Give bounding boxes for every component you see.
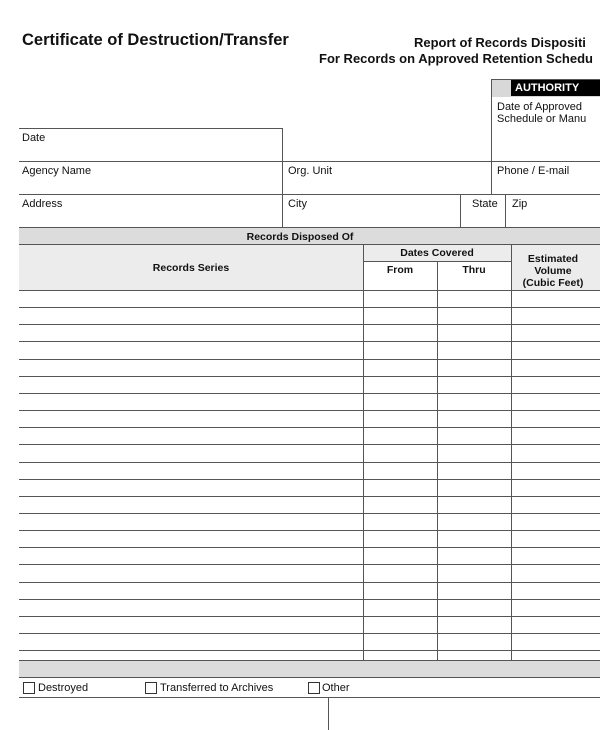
table-row-line	[19, 513, 600, 514]
bottom-band	[19, 660, 600, 677]
table-row-line	[19, 582, 600, 583]
table-row-line	[19, 479, 600, 480]
volume-header: Estimated Volume (Cubic Feet)	[522, 253, 584, 289]
agency-name-field[interactable]	[20, 178, 280, 192]
state-label: State	[472, 198, 498, 210]
table-row-line	[19, 393, 600, 394]
authority-text-line1: Date of Approved	[497, 101, 583, 113]
form-title: Certificate of Destruction/Transfer	[22, 31, 289, 49]
table-row-line	[19, 650, 600, 651]
address-field[interactable]	[20, 211, 280, 225]
org-unit-field[interactable]	[285, 178, 489, 192]
table-row-line	[19, 359, 600, 360]
agency-name-label: Agency Name	[22, 165, 92, 177]
thru-header: Thru	[462, 264, 486, 276]
table-row-line	[19, 324, 600, 325]
city-field[interactable]	[285, 211, 458, 225]
transferred-label: Transferred to Archives	[160, 682, 274, 694]
authority-label: AUTHORITY	[511, 80, 600, 96]
destroyed-label: Destroyed	[38, 682, 89, 694]
table-row-line	[19, 444, 600, 445]
table-row-line	[19, 530, 600, 531]
org-unit-label: Org. Unit	[288, 165, 333, 177]
table-row-line	[19, 410, 600, 411]
state-field[interactable]	[462, 211, 503, 225]
report-title-line1: Report of Records Dispositi	[414, 35, 586, 50]
address-label: Address	[22, 198, 63, 210]
table-row-line	[19, 427, 600, 428]
table-row-line	[19, 307, 600, 308]
zip-field[interactable]	[507, 211, 598, 225]
table-row-line	[19, 496, 600, 497]
table-row-line	[19, 290, 600, 291]
table-row-line	[19, 564, 600, 565]
records-series-header: Records Series	[152, 262, 230, 274]
date-field[interactable]	[20, 145, 280, 159]
zip-label: Zip	[512, 198, 528, 210]
phone-email-label: Phone / E-mail	[497, 165, 570, 177]
city-label: City	[288, 198, 307, 210]
table-row-line	[19, 547, 600, 548]
dates-covered-header: Dates Covered	[400, 247, 474, 259]
from-header: From	[386, 264, 414, 276]
destroyed-checkbox[interactable]	[23, 682, 35, 694]
table-row-line	[19, 462, 600, 463]
records-disposed-title: Records Disposed Of	[246, 231, 354, 243]
date-label: Date	[22, 132, 46, 144]
other-label: Other	[322, 682, 350, 694]
transferred-checkbox[interactable]	[145, 682, 157, 694]
table-row-line	[19, 633, 600, 634]
table-row-line	[19, 616, 600, 617]
table-row-line	[19, 599, 600, 600]
table-row-line	[19, 376, 600, 377]
report-title-line2: For Records on Approved Retention Schedu	[319, 51, 593, 66]
other-checkbox[interactable]	[308, 682, 320, 694]
table-row-line	[19, 341, 600, 342]
authority-text-line2: Schedule or Manu	[497, 113, 587, 125]
phone-email-field[interactable]	[494, 178, 598, 192]
